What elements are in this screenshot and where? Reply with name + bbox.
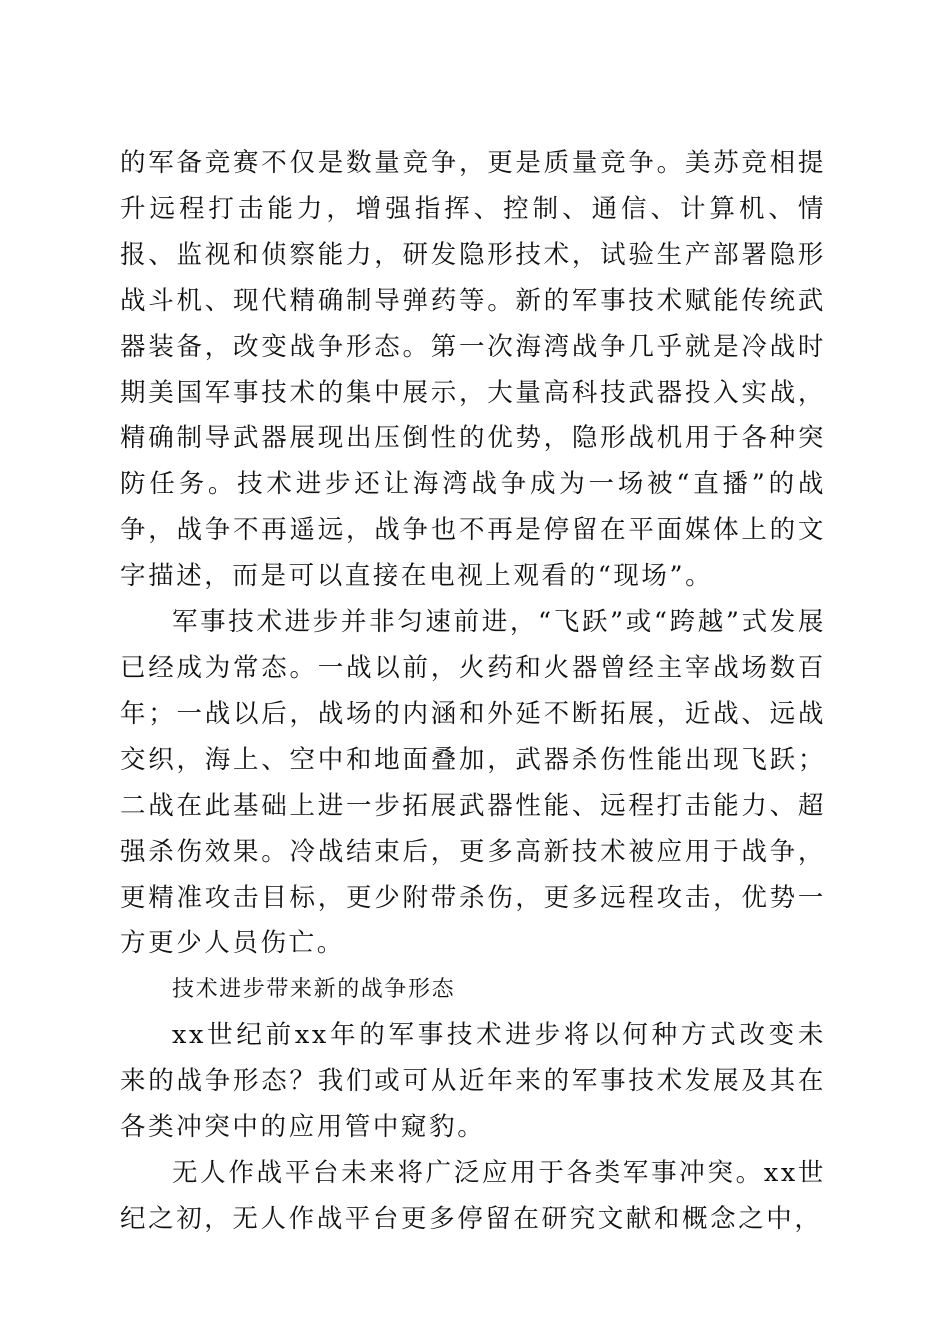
paragraph-future-warfare: xx世纪前xx年的军事技术进步将以何种方式改变未来的战争形态？我们或可从近年来的军事技术发展及其在各类冲突中的应用管中窥豹。	[120, 1020, 826, 1143]
document-page	[120, 141, 826, 1243]
paragraph-tech-leaps: 军事技术进步并非匀速前进，“飞跃”或“跨越”式发展已经成为常态。一战以前，火药和火器曾经主宰战场数百年；一战以后，战场的内涵和外延不断拓展，近战、远战交织，海上、空中和地面叠加，武器杀伤性能出现飞跃；二战在此基础上进一步拓展武器性能、远程打击能力、超强杀伤效果。冷战结束后，更多高新技术被应用于战争，更精准攻击目标，更少附带杀伤，更多远程攻击，优势一方更少人员伤亡。	[120, 607, 826, 959]
paragraph-unmanned-platforms: 无人作战平台未来将广泛应用于各类军事冲突。xx世纪之初，无人作战平台更多停留在研究文献和概念之中，	[120, 1157, 826, 1234]
section-heading: 技术进步带来新的战争形态	[172, 977, 456, 1003]
paragraph-cold-war-arms-race: 的军备竞赛不仅是数量竞争，更是质量竞争。美苏竞相提升远程打击能力，增强指挥、控制、通信、计算机、情报、监视和侦察能力，研发隐形技术，试验生产部署隐形战斗机、现代精确制导弹药等。新的军事技术赋能传统武器装备，改变战争形态。第一次海湾战争几乎就是冷战时期美国军事技术的集中展示，大量高科技武器投入实战，精确制导武器展现出压倒性的优势，隐形战机用于各种突防任务。技术进步还让海湾战争成为一场被“直播”的战争，战争不再遥远，战争也不再是停留在平面媒体上的文字描述，而是可以直接在电视上观看的“现场”。	[120, 148, 826, 592]
